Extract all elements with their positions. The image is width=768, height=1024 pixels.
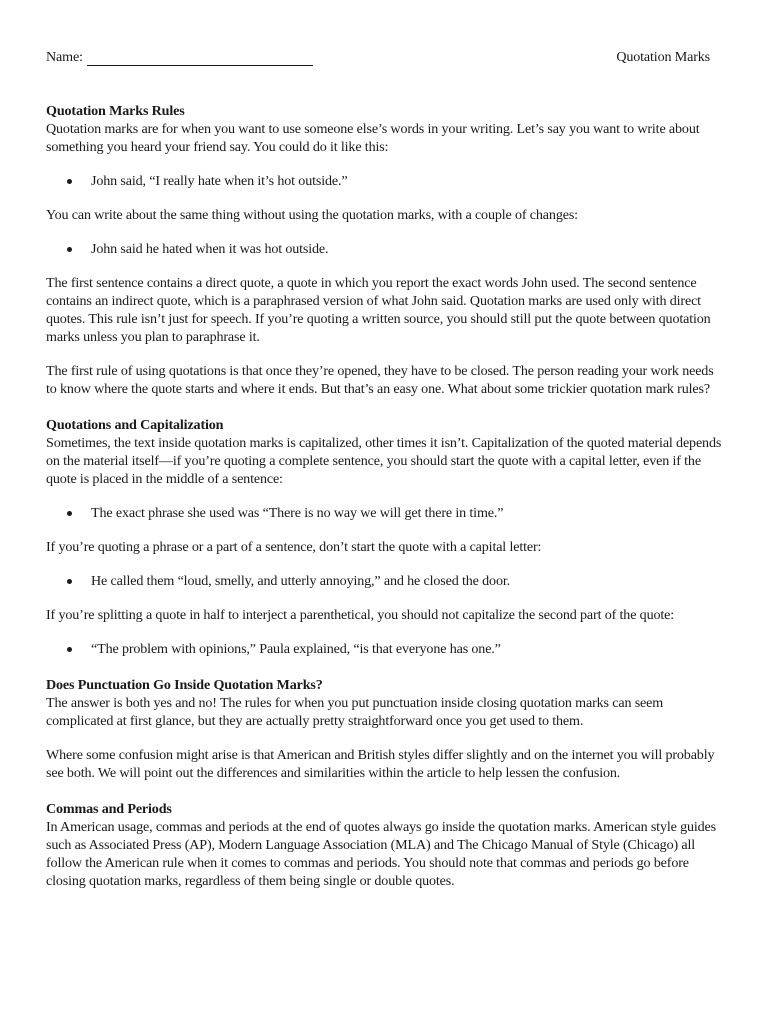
bullet-list (46, 240, 724, 258)
paragraph: If you’re quoting a phrase or a part of a sentence, don’t start the quote with a capital letter: (46, 539, 542, 555)
list-item-text: “The problem with opinions,” Paula explained, “is that everyone has one.” (91, 641, 501, 657)
heading-commas-and-periods: Commas and Periods (46, 801, 172, 817)
list-item-text: John said, “I really hate when it’s hot outside.” (91, 173, 348, 189)
paragraph: In American usage, commas and periods at the end of quotes always go inside the quotation marks. American style guides such as Associated Press (AP), Modern Language Association (MLA) and The Chicago Manual of Style (Chicago) all follow the American rule when it comes to commas and periods. You should note that commas and periods go before closing quotation marks, regardless of them being single or double quotes. (46, 819, 716, 889)
list-item (46, 172, 724, 190)
bullet-list (46, 172, 724, 190)
heading-punctuation-inside-quotes: Does Punctuation Go Inside Quotation Marks? (46, 677, 323, 693)
bullet-icon (67, 579, 72, 584)
name-blank-line[interactable] (87, 51, 313, 66)
paragraph: Sometimes, the text inside quotation marks is capitalized, other times it isn’t. Capitalization of the quoted material depends on the material itself—if you’re quoting a complete sentence, you should start the quote with a capital letter, even if the quote is placed in the middle of a sentence: (46, 435, 722, 487)
name-field-group (46, 48, 313, 66)
document-page (46, 46, 724, 890)
list-item-text: The exact phrase she used was “There is no way we will get there in time.” (91, 505, 504, 521)
name-label: Name: (46, 49, 83, 65)
paragraph: Quotation marks are for when you want to use someone else’s words in your writing. Let’s say you want to write about something you heard your friend say. You could do it like this: (46, 121, 700, 155)
list-item-text: He called them “loud, smelly, and utterly annoying,” and he closed the door. (91, 573, 510, 589)
list-item-text: John said he hated when it was hot outside. (91, 241, 329, 257)
list-item (46, 640, 724, 658)
list-item (46, 504, 724, 522)
paragraph: You can write about the same thing without using the quotation marks, with a couple of changes: (46, 207, 578, 223)
page-header (46, 46, 710, 66)
heading-quotations-and-capitalization: Quotations and Capitalization (46, 417, 224, 433)
paragraph: The first rule of using quotations is that once they’re opened, they have to be closed. The person reading your work needs to know where the quote starts and where it ends. But that’s an easy one. What about some trickier quotation mark rules? (46, 363, 714, 397)
bullet-list (46, 640, 724, 658)
paragraph: If you’re splitting a quote in half to interject a parenthetical, you should not capitalize the second part of the quote: (46, 607, 674, 623)
bullet-icon (67, 179, 72, 184)
bullet-list (46, 504, 724, 522)
list-item (46, 572, 724, 590)
bullet-list (46, 572, 724, 590)
paragraph: Where some confusion might arise is that American and British styles differ slightly and on the internet you will probably see both. We will point out the differences and similarities within the article to help lessen the confusion. (46, 747, 715, 781)
paragraph: The answer is both yes and no! The rules for when you put punctuation inside closing quotation marks can seem complicated at first glance, but they are actually pretty straightforward once you get used to them. (46, 695, 664, 729)
document-title: Quotation Marks (616, 49, 710, 65)
paragraph: The first sentence contains a direct quote, a quote in which you report the exact words John used. The second sentence contains an indirect quote, which is a paraphrased version of what John said. Quotation marks are used only with direct quotes. This rule isn’t just for speech. If you’re quoting a written source, you should still put the quote between quotation marks unless you plan to paraphrase it. (46, 275, 711, 345)
list-item (46, 240, 724, 258)
heading-quotation-marks-rules: Quotation Marks Rules (46, 103, 185, 119)
bullet-icon (67, 247, 72, 252)
bullet-icon (67, 647, 72, 652)
bullet-icon (67, 511, 72, 516)
